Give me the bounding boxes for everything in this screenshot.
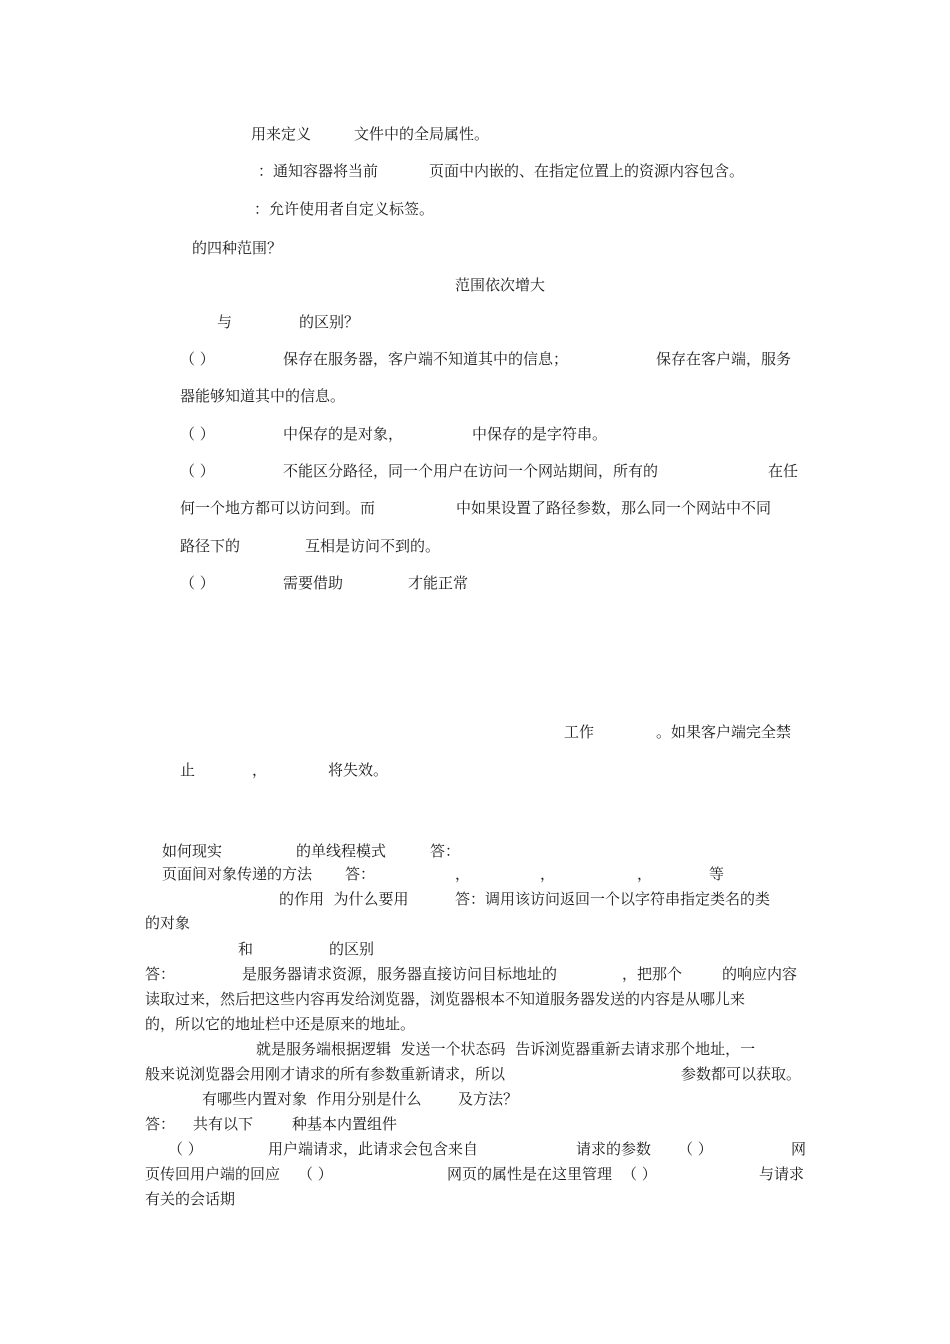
- text-line: 读取过来，然后把这些内容再发给浏览器，浏览器根本不知道服务器发送的内容是从哪儿来: [145, 990, 746, 1008]
- item-number: （ ）: [678, 1140, 713, 1158]
- text-line: ，: [637, 865, 653, 883]
- item-number: （ ）: [298, 1165, 333, 1183]
- text-line: 文件中的全局属性。: [354, 125, 490, 143]
- item-number: （ ）: [622, 1165, 657, 1183]
- text-line: 有关的会话期: [145, 1190, 236, 1208]
- text-line: 互相是访问不到的。: [305, 537, 441, 555]
- text-line: ，: [252, 761, 268, 779]
- text-line: 是服务器请求资源，服务器直接访问目标地址的: [242, 965, 558, 983]
- text-line: 的响应内容: [722, 965, 798, 983]
- answer-label: 答：: [145, 965, 176, 983]
- text-line: 中保存的是对象，: [283, 425, 404, 443]
- text-line: 用户端请求，此请求会包含来自: [268, 1140, 479, 1158]
- text-line: 路径下的: [180, 537, 241, 555]
- text-line: 工作: [564, 723, 595, 741]
- question-heading: 的四种范围？: [192, 239, 283, 257]
- item-number: （ ）: [180, 350, 215, 368]
- question-heading: 的作用 为什么要用: [279, 890, 409, 908]
- text-line: 等: [709, 865, 725, 883]
- text-line: 的，所以它的地址栏中还是原来的地址。: [145, 1015, 416, 1033]
- text-line: 器能够知道其中的信息。: [180, 387, 346, 405]
- text-line: 。如果客户端完全禁: [656, 723, 792, 741]
- question-heading: 的单线程模式: [296, 842, 387, 860]
- text-line: 种基本内置组件: [292, 1115, 398, 1133]
- question-heading: 及方法？: [458, 1090, 519, 1108]
- text-line: 止: [180, 761, 196, 779]
- text-line: 何一个地方都可以访问到。而: [180, 499, 376, 517]
- question-heading: 与: [217, 313, 233, 331]
- question-heading: 页面间对象传递的方法: [162, 865, 313, 883]
- text-line: 将失效。: [328, 761, 389, 779]
- text-line: 的对象: [145, 914, 191, 932]
- text-line: 才能正常: [408, 574, 469, 592]
- text-line: 网页的属性是在这里管理: [447, 1165, 613, 1183]
- item-number: （ ）: [180, 425, 215, 443]
- question-heading: 如何现实: [162, 842, 223, 860]
- text-line: 需要借助: [283, 574, 344, 592]
- item-number: （ ）: [168, 1140, 203, 1158]
- text-line: 请求的参数: [576, 1140, 652, 1158]
- text-line: ：允许使用者自定义标签。: [254, 200, 435, 218]
- text-line: 保存在客户端，服务: [656, 350, 792, 368]
- text-line: 页传回用户端的回应: [145, 1165, 281, 1183]
- question-heading: 有哪些内置对象 作用分别是什么: [202, 1090, 422, 1108]
- text-line: 共有以下: [193, 1115, 254, 1133]
- question-heading: 和: [238, 940, 254, 958]
- question-heading: 的区别: [329, 940, 375, 958]
- text-line: 中如果设置了路径参数，那么同一个网站中不同: [456, 499, 772, 517]
- text-line: 与请求: [759, 1165, 805, 1183]
- text-line: 用来定义: [251, 125, 312, 143]
- question-heading: 的区别？: [299, 313, 360, 331]
- text-line: ，: [540, 865, 556, 883]
- text-line: 范围依次增大: [455, 276, 546, 294]
- text-line: 答：调用该访问返回一个以字符串指定类名的类: [455, 890, 771, 908]
- text-line: 中保存的是字符串。: [472, 425, 608, 443]
- text-line: 般来说浏览器会用刚才请求的所有参数重新请求，所以: [145, 1065, 506, 1083]
- answer-label: 答：: [145, 1115, 176, 1133]
- text-line: ，: [455, 865, 471, 883]
- text-line: ：通知容器将当前: [258, 162, 379, 180]
- answer-label: 答：: [430, 842, 461, 860]
- text-line: 网: [791, 1140, 807, 1158]
- text-line: 页面中内嵌的、在指定位置上的资源内容包含。: [429, 162, 745, 180]
- text-line: 保存在服务器，客户端不知道其中的信息；: [283, 350, 569, 368]
- text-line: 就是服务端根据逻辑 发送一个状态码 告诉浏览器重新去请求那个地址，一: [256, 1040, 756, 1058]
- item-number: （ ）: [180, 462, 215, 480]
- text-line: 参数都可以获取。: [681, 1065, 802, 1083]
- text-line: 不能区分路径，同一个用户在访问一个网站期间，所有的: [283, 462, 659, 480]
- item-number: （ ）: [180, 574, 215, 592]
- answer-label: 答：: [345, 865, 376, 883]
- text-line: ，把那个: [622, 965, 683, 983]
- text-line: 在任: [768, 462, 799, 480]
